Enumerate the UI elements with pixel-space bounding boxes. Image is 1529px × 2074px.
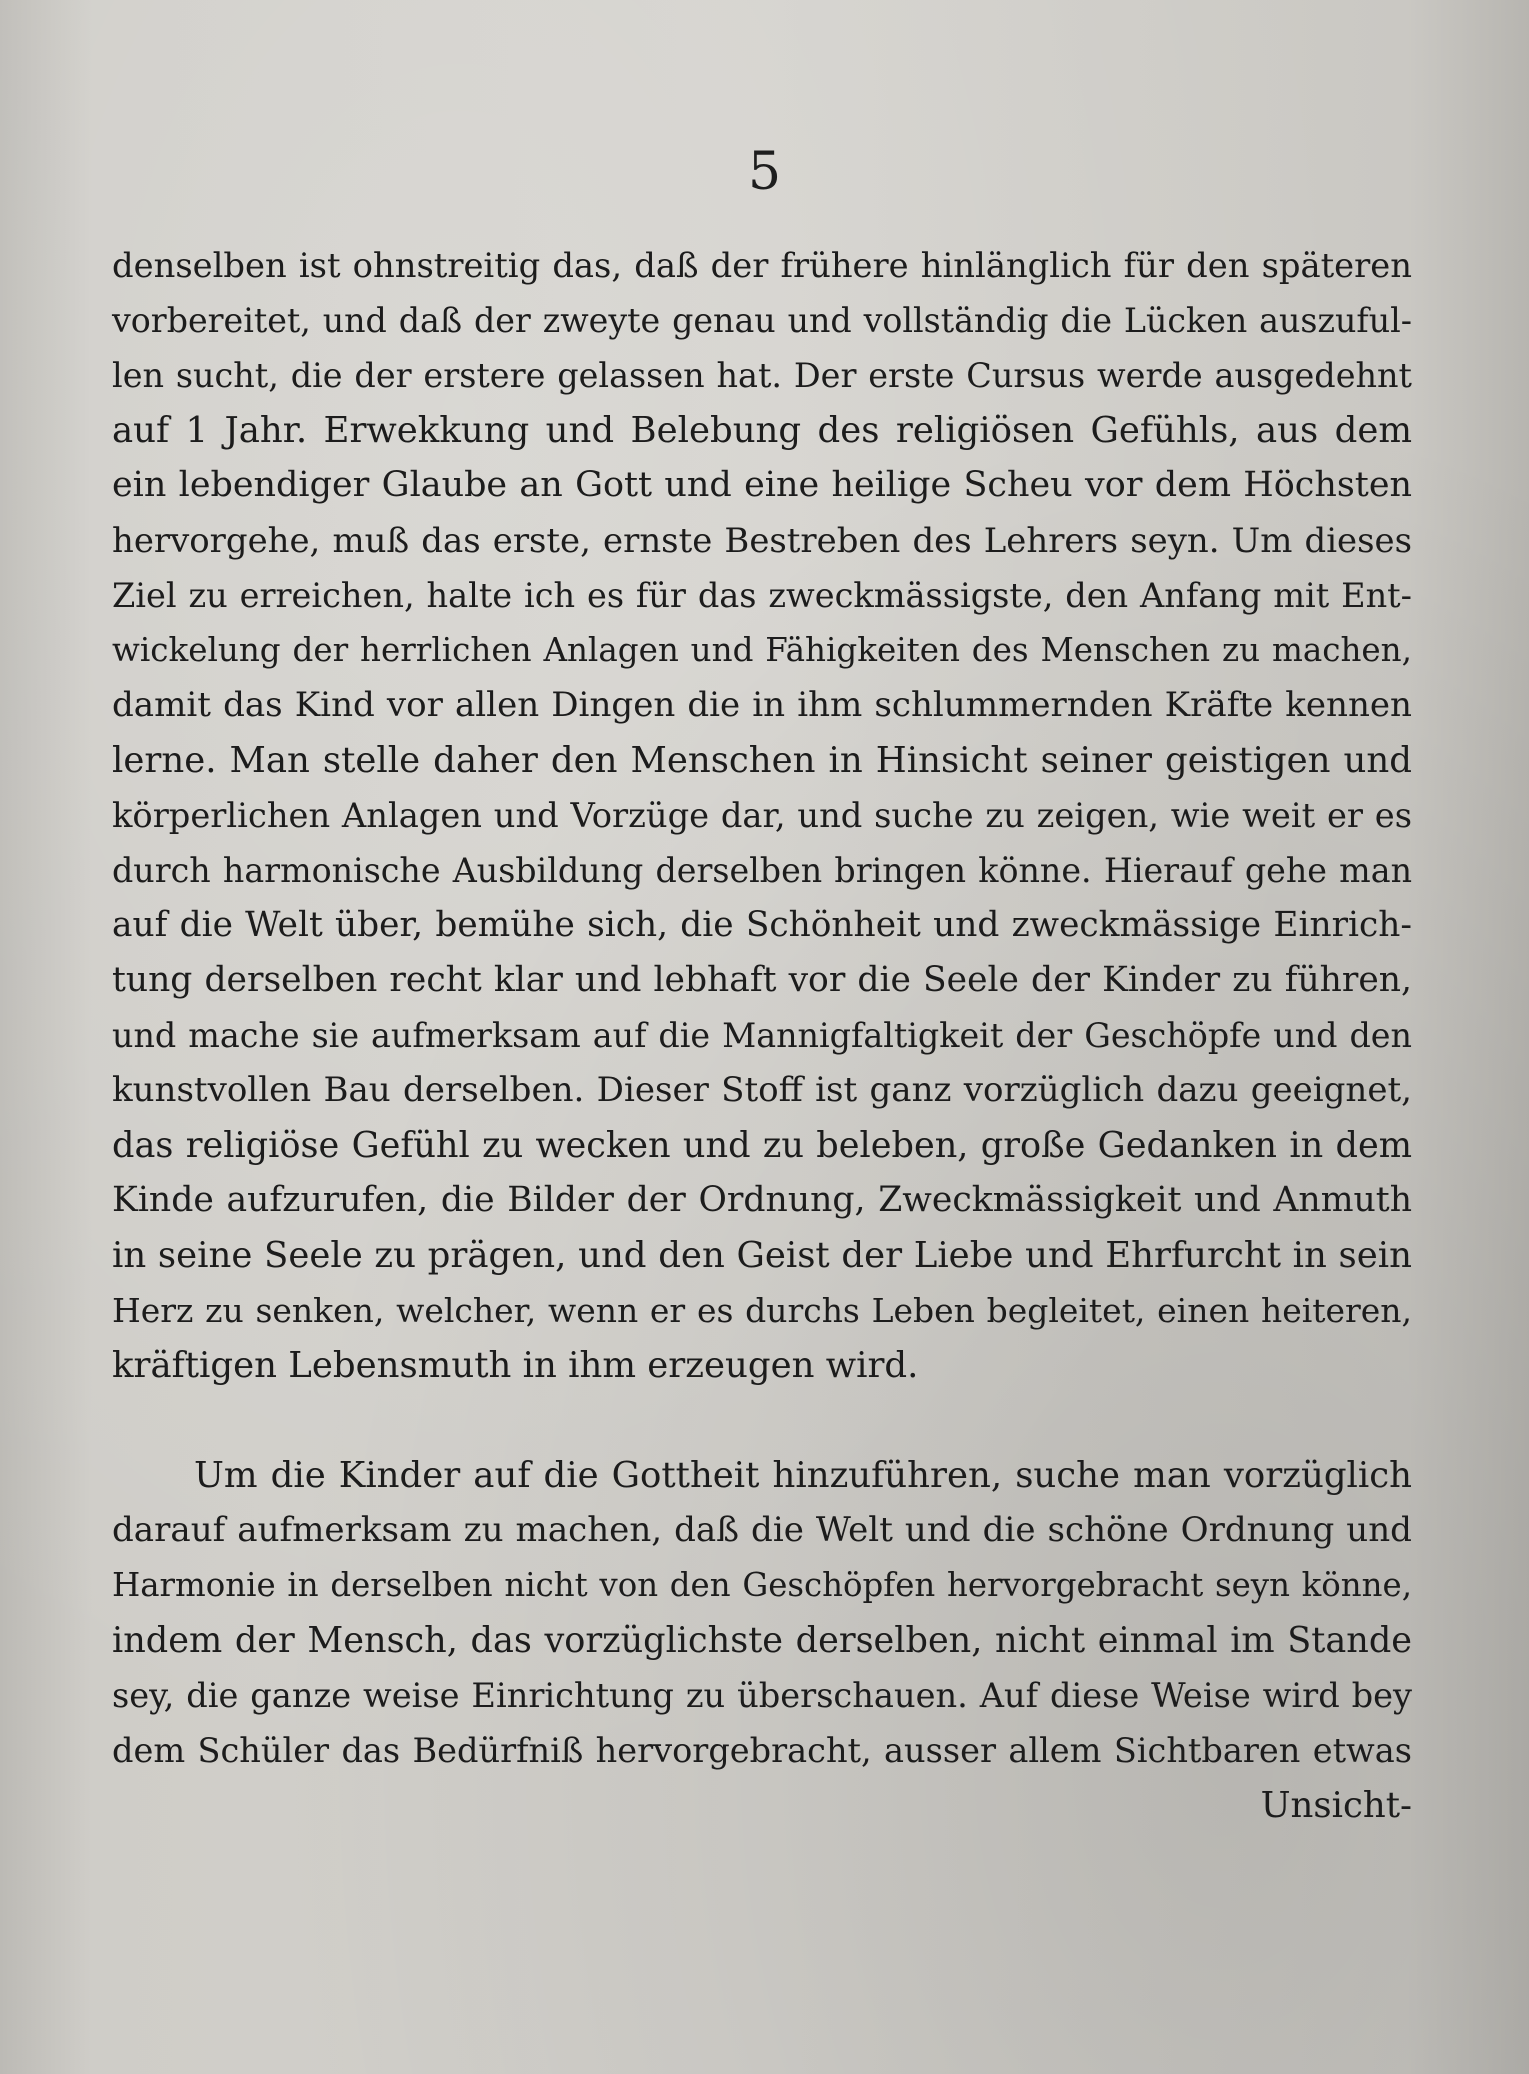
catchword: Unsicht-	[1260, 1785, 1412, 1826]
text-line: denselben ist ohnstreitig das, daß der frühere hinlänglich für den späteren	[112, 246, 1412, 285]
text-line: sey, die ganze weise Einrichtung zu überschauen. Auf diese Weise wird bey	[112, 1676, 1412, 1715]
text-line: in seine Seele zu prägen, und den Geist der Liebe und Ehrfurcht in sein	[112, 1235, 1412, 1276]
text-line: Herz zu senken, welcher, wenn er es durchs Leben begleitet, einen heiteren,	[112, 1291, 1412, 1330]
text-line: kräftigen Lebensmuth in ihm erzeugen wird.	[112, 1345, 919, 1386]
text-line: das religiöse Gefühl zu wecken und zu beleben, große Gedanken in dem	[112, 1125, 1412, 1166]
text-line: auf die Welt über, bemühe sich, die Schönheit und zweckmässige Einrich-	[112, 905, 1412, 945]
text-line: lerne. Man stelle daher den Menschen in Hinsicht seiner geistigen und	[112, 740, 1412, 781]
text-line: und mache sie aufmerksam auf die Mannigfaltigkeit der Geschöpfe und den	[112, 1016, 1412, 1055]
text-line: damit das Kind vor allen Dingen die in ihm schlummernden Kräfte kennen	[112, 685, 1412, 725]
text-line: ein lebendiger Glaube an Gott und eine heilige Scheu vor dem Höchsten	[112, 465, 1412, 505]
text-line: darauf aufmerksam zu machen, daß die Welt und die schöne Ordnung und	[112, 1510, 1412, 1550]
text-line: Um die Kinder auf die Gottheit hinzuführen, suche man vorzüglich	[194, 1455, 1412, 1496]
text-line: wickelung der herrlichen Anlagen und Fähigkeiten des Menschen zu machen,	[112, 631, 1412, 669]
text-line: körperlichen Anlagen und Vorzüge dar, und suche zu zeigen, wie weit er es	[112, 796, 1412, 835]
text-line: Kinde aufzurufen, die Bilder der Ordnung, Zweckmässigkeit und Anmuth	[112, 1180, 1412, 1220]
paragraph-1	[112, 238, 1412, 1393]
text-line: hervorgehe, muß das erste, ernste Bestreben des Lehrers seyn. Um dieses	[112, 521, 1412, 560]
text-line: vorbereitet, und daß der zweyte genau und vollständig die Lücken auszuful-	[112, 301, 1412, 340]
text-line: indem der Mensch, das vorzüglichste derselben, nicht einmal im Stande	[112, 1620, 1412, 1661]
text-line: dem Schüler das Bedürfniß hervorgebracht, ausser allem Sichtbaren etwas	[112, 1731, 1412, 1770]
text-line: len sucht, die der erstere gelassen hat. Der erste Cursus werde ausgedehnt	[112, 356, 1412, 395]
text-line: Ziel zu erreichen, halte ich es für das zweckmässigste, den Anfang mit Ent-	[112, 576, 1412, 615]
text-line: durch harmonische Ausbildung derselben bringen könne. Hierauf gehe man	[112, 851, 1412, 890]
text-line: kunstvollen Bau derselben. Dieser Stoff ist ganz vorzüglich dazu geeignet,	[112, 1070, 1412, 1110]
paragraph-2	[112, 1448, 1412, 1833]
text-line: Harmonie in derselben nicht von den Geschöpfen hervorgebracht seyn könne,	[112, 1566, 1412, 1604]
text-line: tung derselben recht klar und lebhaft vor die Seele der Kinder zu führen,	[112, 960, 1412, 1000]
page-number: 5	[747, 142, 782, 202]
text-line: auf 1 Jahr. Erwekkung und Belebung des religiösen Gefühls, aus dem	[112, 410, 1412, 451]
